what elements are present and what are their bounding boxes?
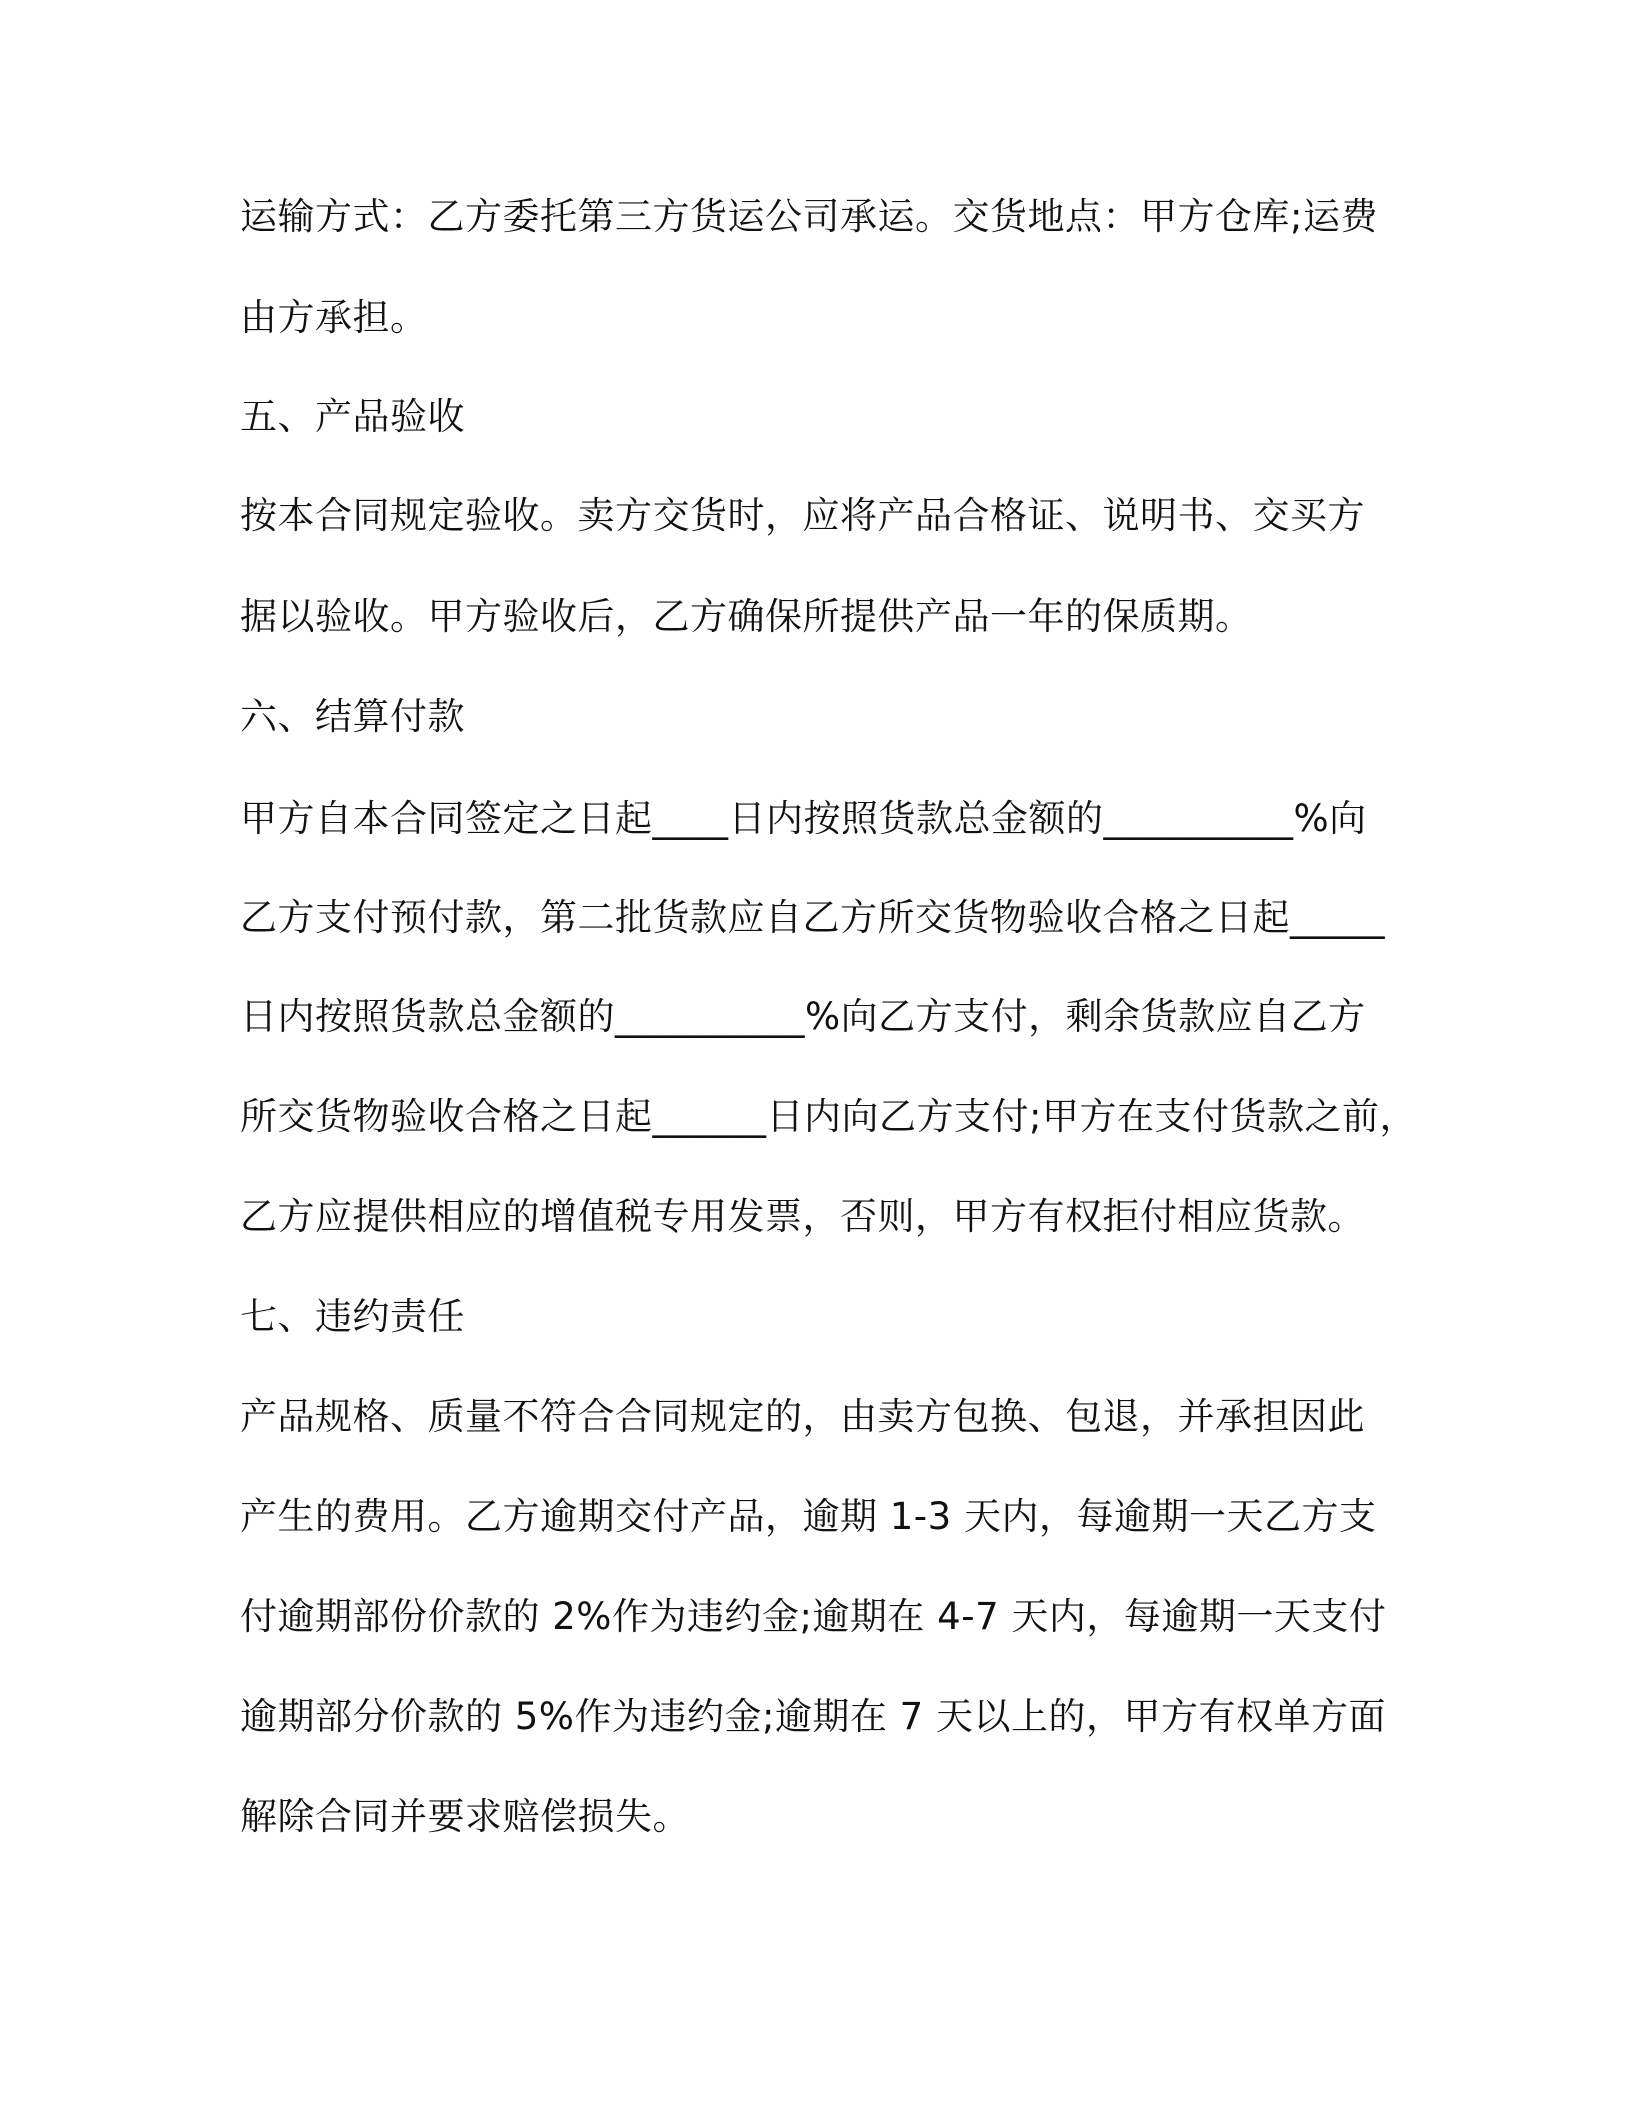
paragraph-line: 由方承担。 — [240, 296, 428, 339]
paragraph-line: 逾期部分价款的 5%作为违约金;逾期在 7 天以上的，甲方有权单方面 — [240, 1695, 1386, 1738]
section-heading: 六、结算付款 — [240, 695, 465, 738]
paragraph-line: 产生的费用。乙方逾期交付产品，逾期 1-3 天内，每逾期一天乙方支 — [240, 1495, 1377, 1538]
paragraph-line: 甲方自本合同签定之日起____日内按照货款总金额的__________%向 — [240, 797, 1367, 840]
section-heading: 七、违约责任 — [240, 1295, 465, 1338]
paragraph-line: 乙方应提供相应的增值税专用发票，否则，甲方有权拒付相应货款。 — [240, 1195, 1365, 1238]
paragraph-line: 产品规格、质量不符合合同规定的，由卖方包换、包退，并承担因此 — [240, 1395, 1365, 1438]
paragraph-line: 付逾期部份价款的 2%作为违约金;逾期在 4-7 天内，每逾期一天支付 — [240, 1595, 1387, 1638]
paragraph-line: 乙方支付预付款，第二批货款应自乙方所交货物验收合格之日起_____ — [240, 896, 1385, 939]
paragraph-line: 按本合同规定验收。卖方交货时，应将产品合格证、说明书、交买方 — [240, 494, 1365, 537]
paragraph-line: 日内按照货款总金额的__________%向乙方支付，剩余货款应自乙方 — [240, 995, 1366, 1038]
paragraph-line: 所交货物验收合格之日起______日内向乙方支付;甲方在支付货款之前， — [240, 1095, 1417, 1138]
paragraph-line: 据以验收。甲方验收后，乙方确保所提供产品一年的保质期。 — [240, 595, 1253, 638]
paragraph-line: 运输方式：乙方委托第三方货运公司承运。交货地点：甲方仓库;运费 — [240, 195, 1378, 238]
paragraph-line: 解除合同并要求赔偿损失。 — [240, 1795, 690, 1838]
section-heading: 五、产品验收 — [240, 395, 465, 438]
